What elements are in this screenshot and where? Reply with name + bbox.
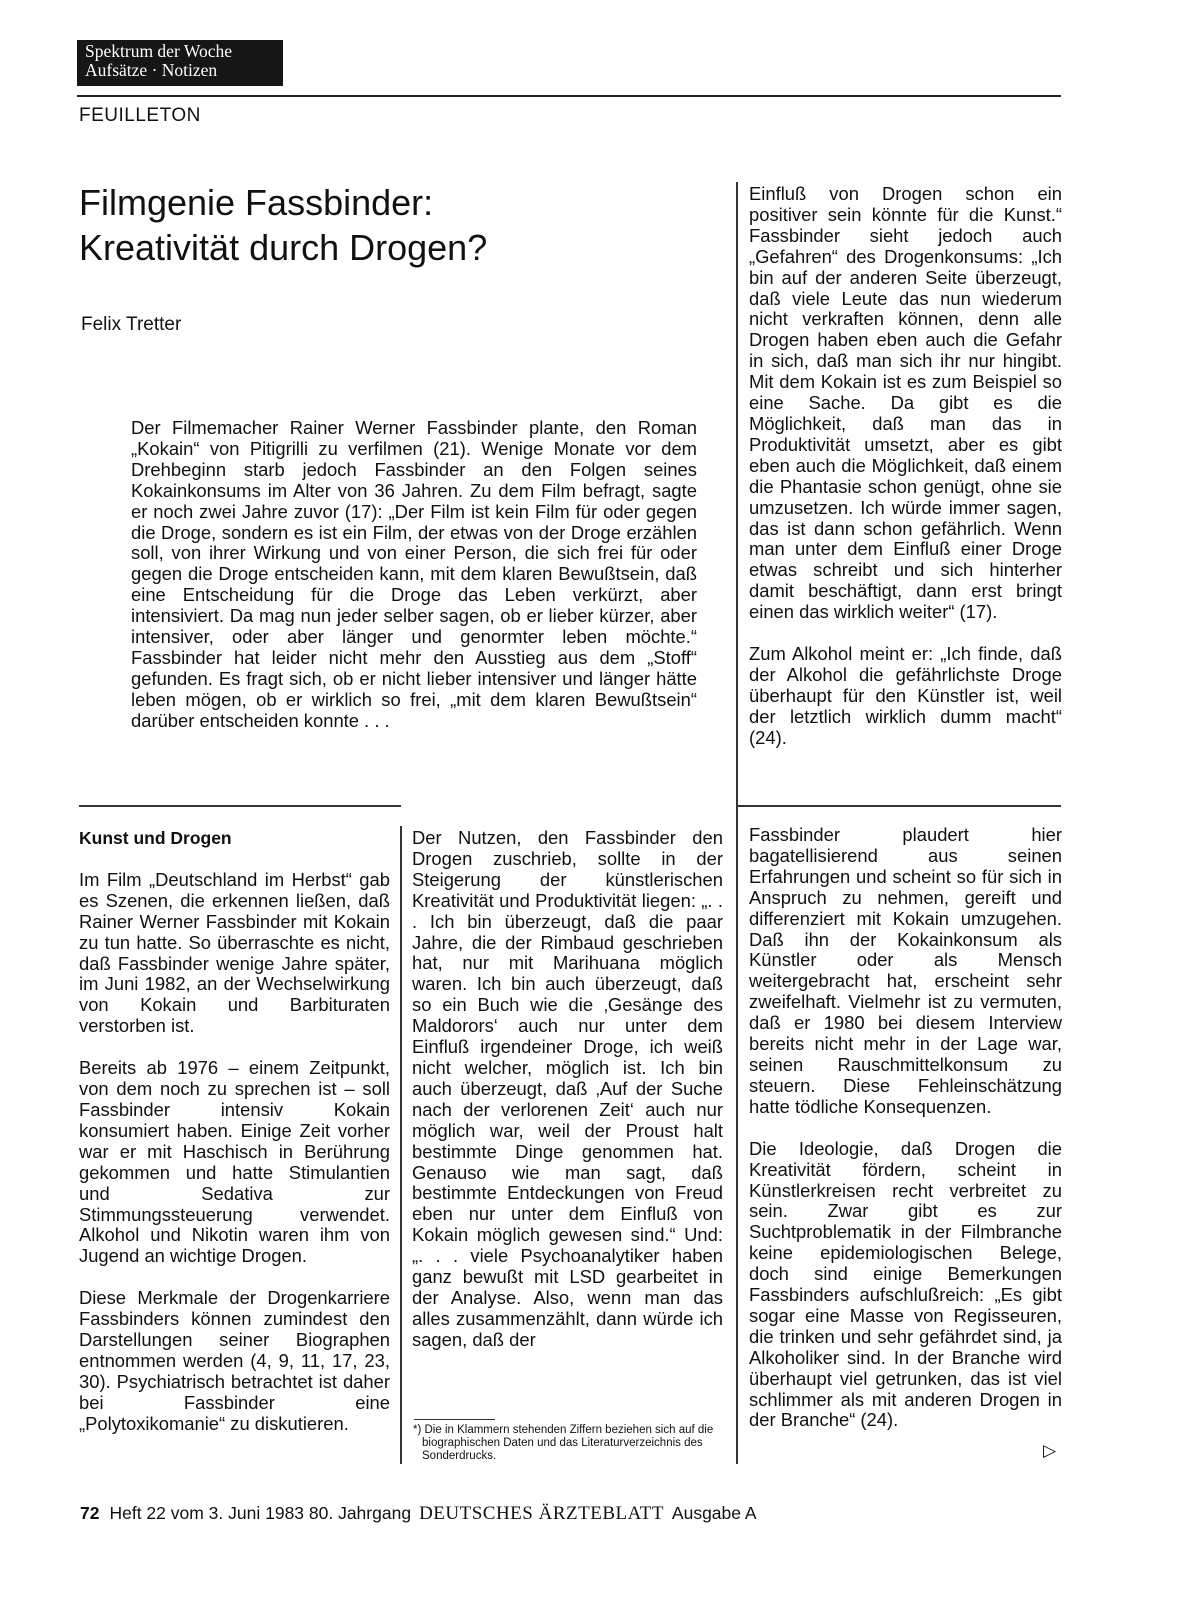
- author: Felix Tretter: [81, 314, 182, 335]
- column-divider-2: [736, 182, 738, 1464]
- rubric: FEUILLETON: [79, 105, 201, 126]
- col3-divider-rule: [736, 805, 1061, 807]
- page-number: 72: [80, 1503, 100, 1523]
- column-divider-1: [400, 826, 402, 1464]
- issue-info: Heft 22 vom 3. Juni 1983 80. Jahrgang: [109, 1503, 412, 1523]
- paragraph: Einfluß von Drogen schon ein positiver sein könnte für die Kunst.“ Fassbinder sieht jedoch auch „Gefahren“ des Drogenkonsums: „Ich bin auf der anderen Seite überzeugt, daß viele Leute das nun wiederum nicht verkraften können, denn alle Drogen haben eben auch die Gefahr in sich, daß man sich ihr nur hingibt. Mit dem Kokain ist es zum Beispiel so eine Sache. Da gibt es die Möglichkeit, daß man das in Produktivität umsetzt, aber es gibt eben auch die Möglichkeit, daß einem die Phantasie schon genügt, ohne sie umzusetzen. Ich würde immer sagen, das ist dann schon gefährlich. Wenn man unter dem Einfluß einer Droge etwas schreibt und sich hinterher damit beschäftigt, dann erst bringt einen das wirklich weiter“ (17).: [749, 183, 1062, 623]
- lead-paragraph: [131, 418, 697, 732]
- paragraph: Bereits ab 1976 – einem Zeitpunkt, von dem noch zu sprechen ist – soll Fassbinder intensiv Kokain konsumiert haben. Einige Zeit vorher war er mit Haschisch in Berührung gekommen und hatte Stimulantien und Sedativa zur Stimmungssteuerung verwendet. Alkohol und Nikotin waren ihm von Jugend an wichtige Drogen.: [79, 1057, 390, 1267]
- paragraph: Zum Alkohol meint er: „Ich finde, daß der Alkohol die gefährlichste Droge überhaupt für den Künstler ist, weil der letztlich wirklich dumm macht“ (24).: [749, 643, 1062, 748]
- column-3: [749, 183, 1062, 1431]
- journal-name: DEUTSCHES ÄRZTEBLATT: [419, 1503, 664, 1524]
- section-label-line2: Aufsätze · Notizen: [85, 60, 218, 80]
- paragraph: Der Nutzen, den Fassbinder den Drogen zuschrieb, sollte in der Steigerung der künstlerischen Kreativität und Produktivität liegen: „. . . Ich bin überzeugt, daß die paar Jahre, die der Rimbaud geschrieben hat, nur mit Marihuana möglich waren. Ich bin auch überzeugt, daß so ein Buch wie die ‚Gesänge des Maldorors‘ auch nur unter dem Einfluß irgendeiner Droge, ich weiß nicht welcher, möglich ist. Ich bin auch überzeugt, daß ‚Auf der Suche nach der verlorenen Zeit‘ auch nur möglich war, weil der Proust halt bestimmte Dinge genommen hat. Genauso wie man sagt, daß bestimmte Entdeckungen von Freud eben nur unter dem Einfluß von Kokain möglich gewesen sind.“ Und: „. . . viele Psychoanalytiker haben ganz bewußt mit LSD gearbeitet in der Analyse. Also, wenn man das alles zusammenzählt, dann würde ich sagen, daß der: [412, 827, 723, 1350]
- article-title: [79, 180, 699, 270]
- footnote-rule: [414, 1419, 495, 1420]
- column-2: [412, 828, 723, 1372]
- header-rule: [77, 95, 1061, 97]
- title-line2: Kreativität durch Drogen?: [79, 227, 488, 268]
- title-line1: Filmgenie Fassbinder:: [79, 182, 434, 223]
- lead-bottom-rule: [79, 805, 401, 807]
- paragraph: Die Ideologie, daß Drogen die Kreativität fördern, scheint in Künstlerkreisen recht verbreitet zu sein. Zwar gibt es zur Suchtproblematik in der Filmbranche keine epidemiologischen Belege, doch sind einige Bemerkungen Fassbinders aufschlußreich: „Es gibt sogar eine Masse von Regisseuren, die trinken und sehr gefährdet sind, ja Alkoholiker sind. In der Branche wird überhaupt viel getrunken, das ist viel schlimmer als mit anderen Drogen in der Branche“ (24).: [749, 1137, 1062, 1431]
- paragraph: Im Film „Deutschland im Herbst“ gab es Szenen, die erkennen ließen, daß Rainer Werner Fassbinder mit Kokain zu tun hatte. So überraschte es nicht, daß Fassbinder wenige Jahre später, im Juni 1982, an der Wechselwirkung von Kokain und Barbituraten verstorben ist.: [79, 868, 390, 1037]
- column-3-lower: [749, 825, 1062, 1452]
- footnote: *) Die in Klammern stehenden Ziffern beziehen sich auf die biographischen Daten und das Literaturverzeichnis des Sonderdrucks.: [413, 1424, 714, 1462]
- section-label-box: [77, 40, 283, 86]
- edition: Ausgabe A: [671, 1503, 757, 1523]
- paragraph: Diese Merkmale der Drogenkarriere Fassbinders können zumindest den Darstellungen seiner Biographen entnommen werden (4, 9, 11, 17, 23, 30). Psychiatrisch betrachtet ist daher bei Fassbinder eine „Polytoxikomanie“ zu diskutieren.: [79, 1287, 390, 1434]
- continue-arrow-icon: ▷: [1043, 1441, 1057, 1460]
- page-footer: [80, 1503, 757, 1525]
- section-label-line1: Spektrum der Woche: [85, 41, 232, 61]
- section-heading: Kunst und Drogen: [79, 828, 232, 848]
- column-1: [79, 828, 390, 1456]
- lead-text: Der Filmemacher Rainer Werner Fassbinder plante, den Roman „Kokain“ von Pitigrilli zu verfilmen (21). Wenige Monate vor dem Drehbeginn starb jedoch Fassbinder an den Folgen seines Kokainkonsums im Alter von 36 Jahren. Zu dem Film befragt, sagte er noch zwei Jahre zuvor (17): „Der Film ist kein Film für oder gegen die Droge, sondern es ist ein Film, der etwas von der Droge erzählen soll, von ihrer Wirkung und von einer Person, die sich frei für oder gegen die Droge entscheiden kann, mit dem klaren Bewußtsein, daß eine Entscheidung für die Droge das Leben verkürzt, aber intensiviert. Da mag nun jeder selber sagen, ob er lieber kürzer, aber intensiver, oder aber länger und genormter leben möchte.“ Fassbinder hat leider nicht mehr den Ausstieg aus dem „Stoff“ gefunden. Es fragt sich, ob er nicht lieber intensiver und länger hätte leben mögen, ob er wirklich so frei, „mit dem klaren Bewußtsein“ darüber entscheiden konnte . . .: [131, 417, 697, 731]
- paragraph: Fassbinder plaudert hier bagatellisierend aus seinen Erfahrungen und scheint so für sich in Anspruch zu nehmen, gereift und differenziert mit Kokain umzugehen. Daß ihn der Kokainkonsum als Künstler oder als Mensch weitergebracht hat, erscheint sehr zweifelhaft. Vielmehr ist zu vermuten, daß er 1980 bei diesem Interview bereits nicht mehr in der Lage war, seinen Rauschmittelkonsum zu steuern. Diese Fehleinschätzung hatte tödliche Konsequenzen.: [749, 824, 1062, 1117]
